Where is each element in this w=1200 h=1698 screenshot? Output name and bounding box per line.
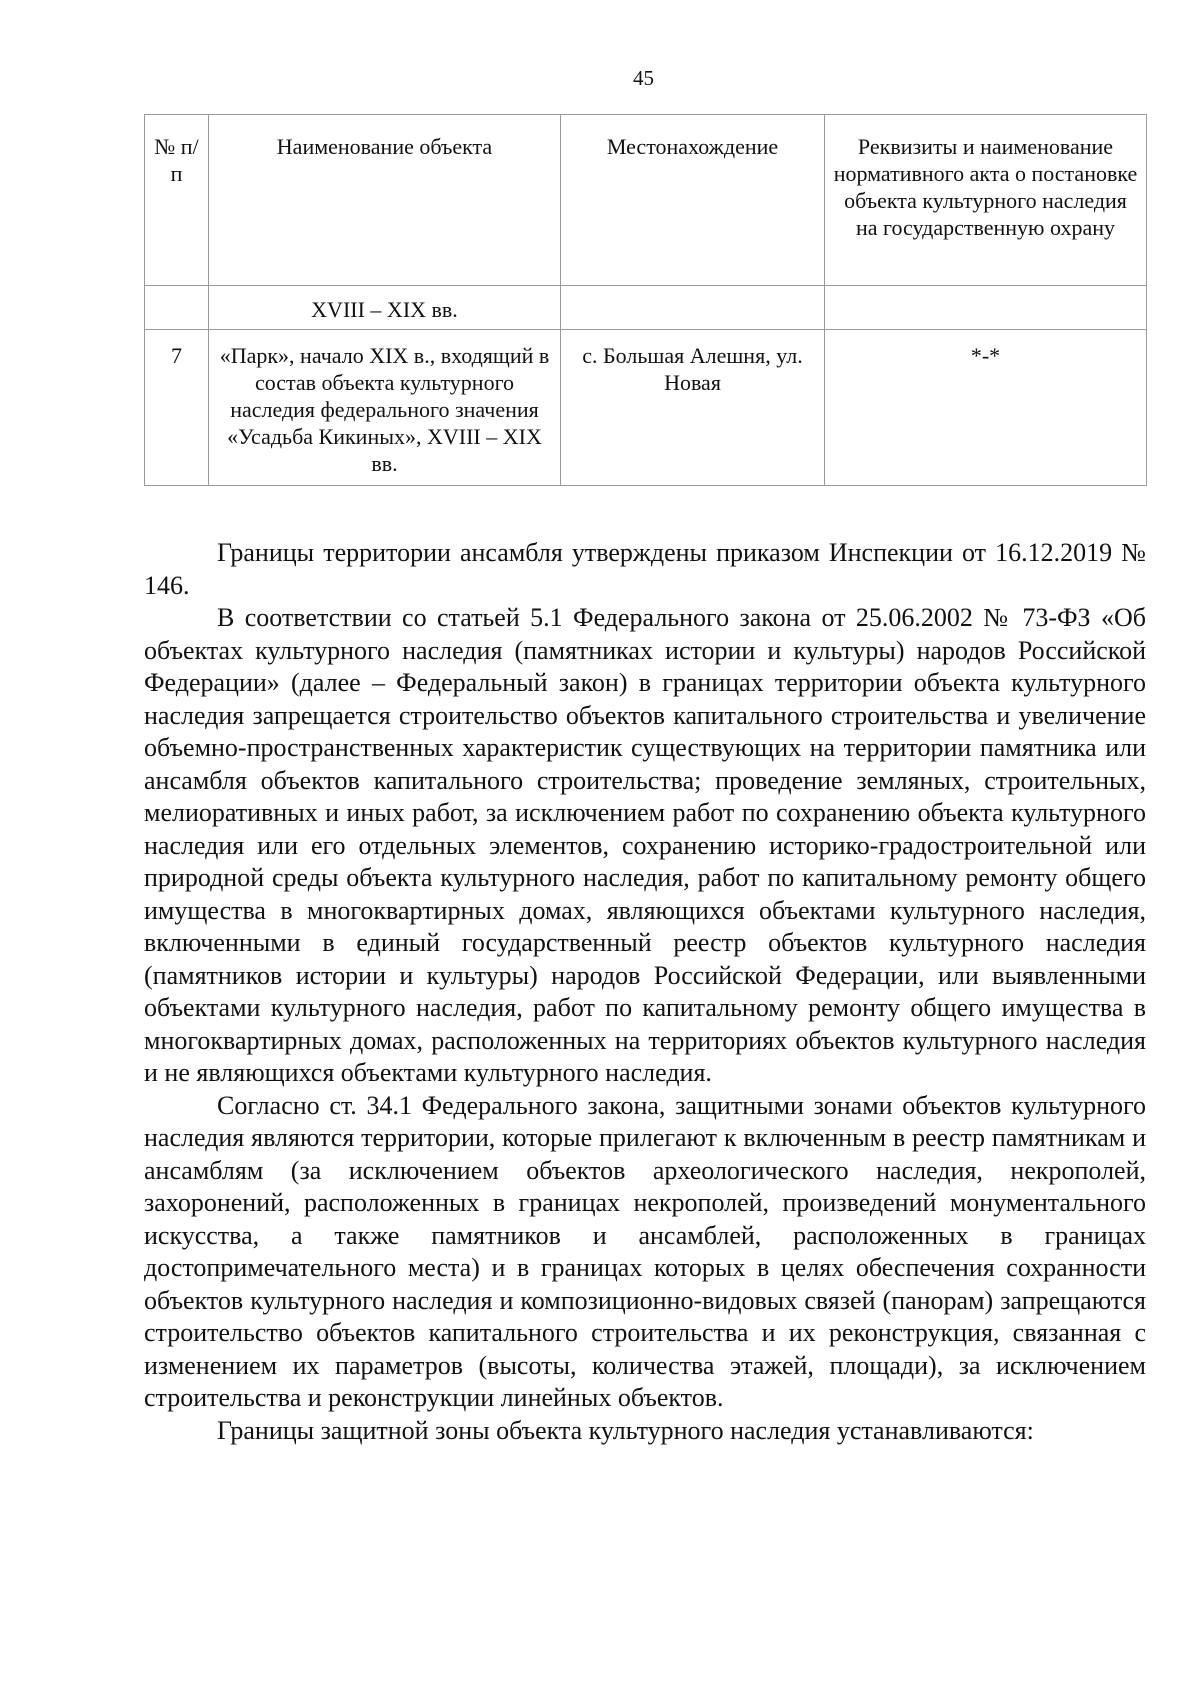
table-cell: «Парк», начало XIX в., входящий в состав объекта культурного наследия федерального значения «Усадьба Кикиных», XVIII – XIX вв. xyxy=(209,330,561,486)
table-header-row xyxy=(145,115,1147,286)
table-cell xyxy=(561,286,825,330)
body-text xyxy=(144,537,1146,1447)
table-cell xyxy=(145,286,209,330)
heritage-objects-table xyxy=(144,114,1147,486)
header-object-name: Наименование объекта xyxy=(209,115,561,286)
table-cell: 7 xyxy=(145,330,209,486)
paragraph-territory-borders: Границы территории ансамбля утверждены приказом Инспекции от 16.12.2019 № 146. xyxy=(144,538,1146,600)
table-cell: *-* xyxy=(825,330,1147,486)
paragraph-article-34-1: Согласно ст. 34.1 Федерального закона, защитными зонами объектов культурного наследия являются территории, которые прилегают к включенным в реестр памятникам и ансамблям (за исключением объектов археологического наследия, некрополей, захоронений, расположенных в границах некрополей, произведений монументального искусства, а также памятников и ансамблей, расположенных в границах достопримечательного места) и в границах которых в целях обеспечения сохранности объектов культурного наследия и композиционно-видовых связей (панорам) запрещаются строительство объектов капитального строительства и их реконструкция, связанная с изменением их параметров (высоты, количества этажей, площади), за исключением строительства и реконструкции линейных объектов. xyxy=(144,1090,1146,1412)
table-row xyxy=(145,330,1147,486)
header-legal-act: Реквизиты и наименование нормативного акта о постановке объекта культурного наследия на государственную охрану xyxy=(825,115,1147,286)
table-cell xyxy=(825,286,1147,330)
paragraph-article-5-1: В соответствии со статьей 5.1 Федерального закона от 25.06.2002 № 73-ФЗ «Об объектах культурного наследия (памятниках истории и культуры) народов Российской Федерации» (далее – Федеральный закон) в границах территории объекта культурного наследия запрещается строительство объектов капитального строительства и увеличение объемно-пространственных характеристик существующих на территории памятника или ансамбля объектов капитального строительства; проведение земляных, строительных, мелиоративных и иных работ, за исключением работ по сохранению объекта культурного наследия или его отдельных элементов, сохранению историко-градостроительной или природной среды объекта культурного наследия, работ по капитальному ремонту общего имущества в многоквартирных домах, являющихся объектами культурного наследия, включенными в единый государственный реестр объектов культурного наследия (памятников истории и культуры) народов Российской Федерации, или выявленными объектами культурного наследия, работ по капитальному ремонту общего имущества в многоквартирных домах, расположенных на территориях объектов культурного наследия и не являющихся объектами культурного наследия. xyxy=(144,603,1146,1087)
table-cell: с. Большая Алешня, ул. Новая xyxy=(561,330,825,486)
paragraph-protective-zone: Границы защитной зоны объекта культурного наследия устанавливаются: xyxy=(217,1415,1034,1445)
header-location: Местонахождение xyxy=(561,115,825,286)
table-cell: XVIII – XIX вв. xyxy=(209,286,561,330)
table-row xyxy=(145,286,1147,330)
page-number: 45 xyxy=(633,66,654,90)
header-number: № п/п xyxy=(145,115,209,286)
